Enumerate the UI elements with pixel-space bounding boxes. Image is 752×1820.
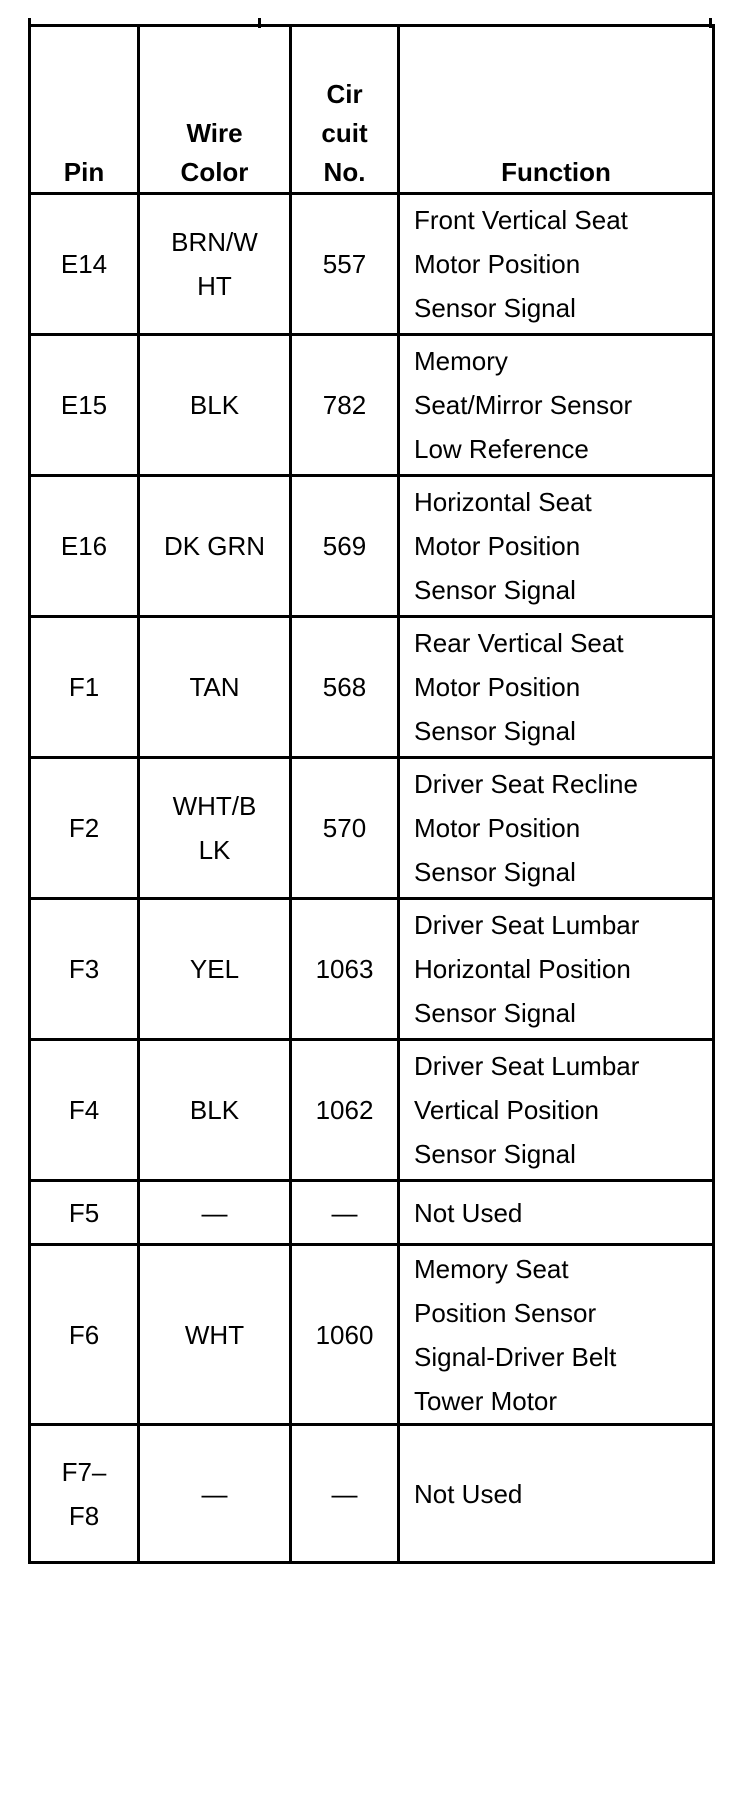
pin-cell (30, 899, 139, 1040)
wire-color-cell-line: BRN/W (171, 227, 258, 257)
pin-cell-line: F5 (68, 1197, 100, 1228)
wire-color-cell (139, 758, 291, 899)
header-wire-color (139, 26, 291, 194)
function-cell (399, 1425, 714, 1563)
circuit-cell (291, 899, 399, 1040)
table-row (30, 617, 714, 758)
function-cell-line: Motor Position (414, 672, 581, 702)
header-wire-label: Wire (186, 118, 243, 148)
header-function-label: Function (501, 157, 611, 187)
wire-color-cell-line: TAN (189, 672, 240, 702)
table-row (30, 899, 714, 1040)
wire-color-cell-line: LK (198, 835, 231, 865)
function-cell-line: Driver Seat Lumbar (414, 1051, 640, 1081)
circuit-cell (291, 617, 399, 758)
pin-cell (30, 194, 139, 335)
function-cell (399, 194, 714, 335)
table-row (30, 476, 714, 617)
function-cell (399, 758, 714, 899)
function-cell (399, 1181, 714, 1245)
function-cell-line: Rear Vertical Seat (414, 628, 624, 658)
pin-cell (30, 758, 139, 899)
pin-cell-line: E15 (60, 390, 108, 420)
header-color-label: Color (180, 157, 249, 187)
circuit-cell-text: 1062 (315, 1095, 374, 1125)
header-circuit-label-3: No. (323, 157, 366, 187)
function-cell-line: Seat/Mirror Sensor (414, 390, 633, 420)
function-cell-line: Tower Motor (414, 1385, 558, 1416)
circuit-cell (291, 1040, 399, 1181)
function-cell (399, 1040, 714, 1181)
header-circuit-no (291, 26, 399, 194)
function-cell-line: Signal-Driver Belt (414, 1341, 617, 1372)
function-cell-line: Sensor Signal (414, 716, 576, 746)
function-cell-line: Horizontal Seat (414, 487, 592, 517)
table-row (30, 1245, 714, 1425)
header-pin (30, 26, 139, 194)
circuit-cell-text: 570 (322, 813, 367, 843)
wire-color-cell-line: DK GRN (163, 531, 266, 561)
function-cell-line: Sensor Signal (414, 575, 576, 605)
function-cell (399, 617, 714, 758)
table-header-row (30, 26, 714, 194)
circuit-cell-text: 569 (322, 531, 367, 561)
wire-color-cell (139, 1425, 291, 1563)
circuit-cell (291, 194, 399, 335)
table-row (30, 758, 714, 899)
wire-color-cell-line: — (201, 1478, 228, 1509)
wire-color-cell (139, 1040, 291, 1181)
circuit-cell-text: 568 (322, 672, 367, 702)
function-cell-line: Sensor Signal (414, 998, 576, 1028)
wire-color-cell (139, 617, 291, 758)
function-cell-line: Horizontal Position (414, 954, 631, 984)
function-cell-line: Low Reference (414, 434, 589, 464)
circuit-cell-text: — (331, 1197, 358, 1228)
table-row (30, 1425, 714, 1563)
function-cell-line: Not Used (414, 1197, 523, 1228)
circuit-cell (291, 335, 399, 476)
function-cell-line: Sensor Signal (414, 293, 576, 323)
pin-cell-line: E14 (60, 249, 108, 279)
pin-cell (30, 476, 139, 617)
wire-color-cell (139, 899, 291, 1040)
circuit-cell (291, 1181, 399, 1245)
header-circuit-label-1: Cir (326, 79, 363, 109)
pin-cell (30, 1040, 139, 1181)
wire-color-cell (139, 1181, 291, 1245)
wire-color-cell-line: BLK (189, 390, 240, 420)
circuit-cell-text: 557 (322, 249, 367, 279)
function-cell-line: Not Used (414, 1478, 523, 1509)
pin-cell (30, 335, 139, 476)
function-cell-line: Memory (414, 346, 508, 376)
header-circuit-label-2: cuit (321, 118, 368, 148)
pin-cell-line: F3 (68, 954, 100, 984)
function-cell-line: Front Vertical Seat (414, 205, 628, 235)
pin-cell-line: F6 (68, 1319, 100, 1350)
function-cell-line: Driver Seat Recline (414, 769, 638, 799)
pin-cell-line: F4 (68, 1095, 100, 1125)
function-cell (399, 335, 714, 476)
function-cell-line: Driver Seat Lumbar (414, 910, 640, 940)
function-cell (399, 899, 714, 1040)
wire-color-cell (139, 194, 291, 335)
function-cell (399, 476, 714, 617)
wire-color-cell (139, 1245, 291, 1425)
wire-color-cell-line: WHT/B (172, 791, 257, 821)
function-cell-line: Sensor Signal (414, 1139, 576, 1169)
circuit-cell-text: 1060 (315, 1319, 374, 1350)
connector-pinout-table (28, 24, 715, 1564)
circuit-cell (291, 1245, 399, 1425)
pin-cell (30, 1181, 139, 1245)
wire-color-cell-line: HT (197, 271, 232, 301)
circuit-cell (291, 476, 399, 617)
circuit-cell (291, 758, 399, 899)
connector-pinout-table-frame (28, 0, 712, 1820)
wire-color-cell-line: YEL (189, 954, 240, 984)
pin-cell-line: E16 (60, 531, 108, 561)
circuit-cell-text: 782 (322, 390, 367, 420)
function-cell-line: Motor Position (414, 249, 581, 279)
circuit-cell-text: — (331, 1478, 358, 1509)
function-cell (399, 1245, 714, 1425)
pin-cell-line: F2 (68, 813, 100, 843)
pin-cell (30, 617, 139, 758)
wire-color-cell (139, 476, 291, 617)
function-cell-line: Sensor Signal (414, 857, 576, 887)
table-row (30, 194, 714, 335)
pin-cell (30, 1245, 139, 1425)
function-cell-line: Memory Seat (414, 1253, 569, 1284)
table-row (30, 1040, 714, 1181)
pin-cell-line: F1 (68, 672, 100, 702)
circuit-cell (291, 1425, 399, 1563)
function-cell-line: Motor Position (414, 531, 581, 561)
header-pin-label: Pin (63, 157, 105, 187)
wire-color-cell-line: BLK (189, 1095, 240, 1125)
table-row (30, 1181, 714, 1245)
wire-color-cell (139, 335, 291, 476)
header-function (399, 26, 714, 194)
function-cell-line: Position Sensor (414, 1297, 597, 1328)
function-cell-line: Motor Position (414, 813, 581, 843)
function-cell-line: Vertical Position (414, 1095, 599, 1125)
pin-cell-line: F7– (61, 1456, 107, 1487)
circuit-cell-text: 1063 (315, 954, 374, 984)
pin-cell (30, 1425, 139, 1563)
wire-color-cell-line: WHT (184, 1319, 245, 1350)
pin-cell-line: F8 (68, 1500, 100, 1531)
table-row (30, 335, 714, 476)
wire-color-cell-line: — (201, 1197, 228, 1228)
